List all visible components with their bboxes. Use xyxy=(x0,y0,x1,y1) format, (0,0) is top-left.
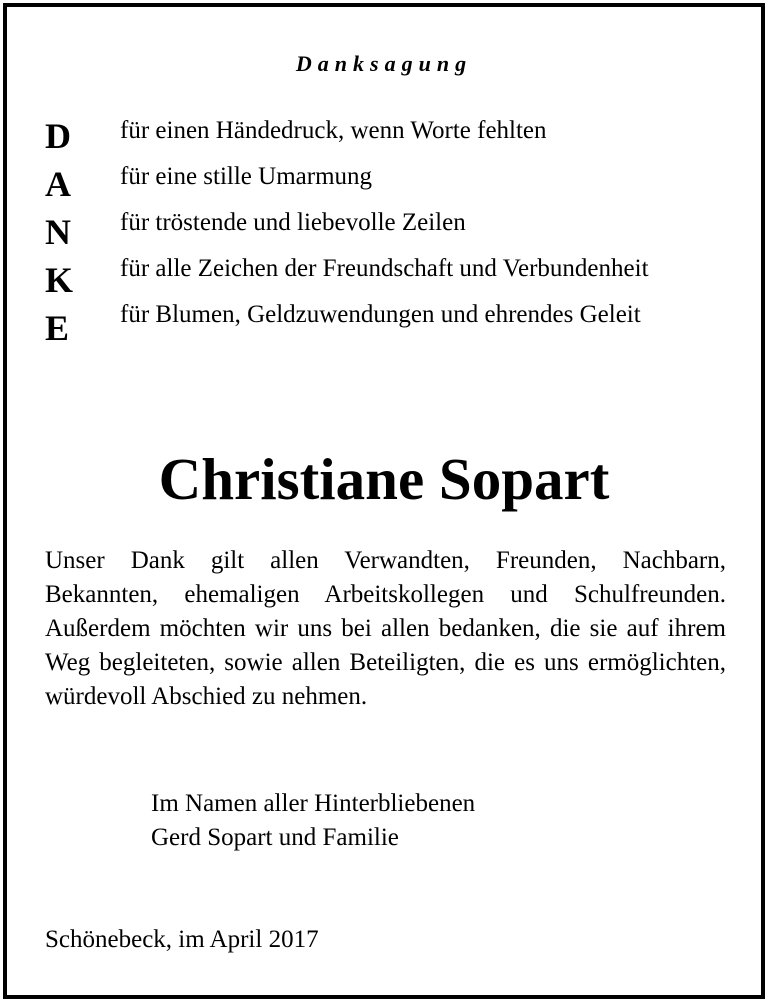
reason-item: für tröstende und liebevolle Zeilen xyxy=(120,209,466,236)
place-date: Schönebeck, im April 2017 xyxy=(45,926,319,953)
acrostic-letter: K xyxy=(45,260,74,300)
thanks-reasons-list xyxy=(120,115,720,345)
reason-item: für Blumen, Geldzuwendungen und ehrendes Geleit xyxy=(120,301,641,328)
signature-line: Im Namen aller Hinterbliebenen xyxy=(151,790,476,817)
deceased-name: Christiane Sopart xyxy=(158,446,610,512)
acrostic-letter: N xyxy=(45,212,71,252)
notice-heading: Danksagung xyxy=(295,51,473,76)
acrostic-letter: D xyxy=(45,116,71,156)
thanks-paragraph: Unser Dank gilt allen Verwandten, Freunden, Nachbarn, Bekannten, ehemaligen Arbeitskollegen und Schulfreunden. Außerdem möchten wir uns bei allen bedanken, die sie auf ihrem Weg begleiteten, sowie allen Beteiligten, die es uns ermöglichten, würdevoll Abschied zu nehmen. xyxy=(45,547,726,710)
reason-item: für eine stille Umarmung xyxy=(120,163,373,190)
signature-family: Gerd Sopart und Familie xyxy=(151,824,399,851)
obituary-notice xyxy=(3,3,765,999)
acrostic-danke xyxy=(45,112,85,352)
acrostic-letter: A xyxy=(45,164,71,204)
reason-item: für einen Händedruck, wenn Worte fehlten xyxy=(120,117,547,144)
signature-block xyxy=(151,787,711,855)
reason-item: für alle Zeichen der Freundschaft und Verbundenheit xyxy=(120,255,649,282)
acrostic-letter: E xyxy=(45,308,70,348)
